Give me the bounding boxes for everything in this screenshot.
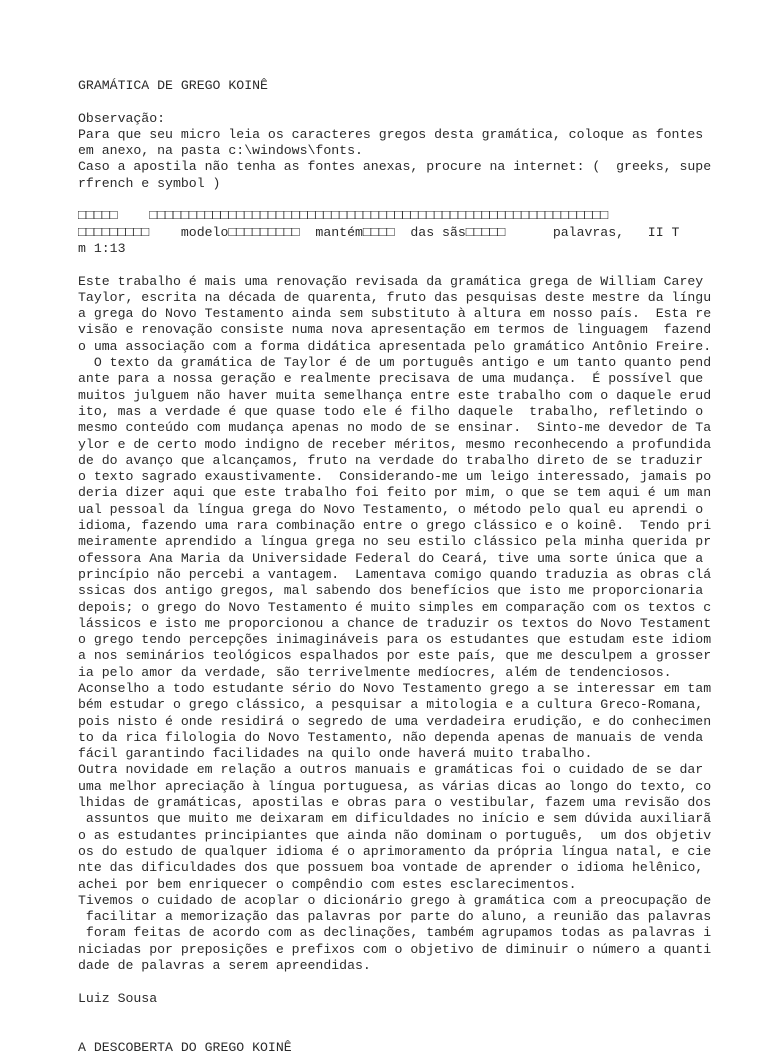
body-line: lhidas de gramáticas, apostilas e obras para o vestibular, fazem uma revisão dos: [78, 795, 712, 811]
body-line: deria dizer aqui que este trabalho foi feito por mim, o que se tem aqui é um man: [78, 485, 712, 501]
body-line: o texto sagrado exaustivamente. Considerando-me um leigo interessado, jamais po: [78, 469, 712, 485]
body-line: facilitar a memorização das palavras por parte do aluno, a reunião das palavras: [78, 909, 712, 925]
body-line: de do avanço que alcançamos, fruto na verdade do trabalho direto de se traduzir: [78, 452, 704, 468]
body-line: lássicos e isto me proporcionou a chance de traduzir os textos do Novo Testament: [78, 615, 712, 631]
body-line: depois; o grego do Novo Testamento é muito simples em comparação com os textos c: [78, 599, 712, 615]
document-text: [78, 78, 758, 1056]
body-line: o as estudantes principiantes que ainda não dominam o português, um dos objetiv: [78, 827, 712, 843]
note-line: em anexo, na pasta c:\windows\fonts.: [78, 143, 363, 159]
epigraph-line: m 1:13: [78, 240, 126, 256]
author-signature: Luiz Sousa: [78, 990, 158, 1006]
body-line: a nos seminários teológicos espalhados por este país, que me desculpem a grosser: [78, 648, 712, 664]
body-line: mesmo conteúdo com mudança apenas no modo de se ensinar. Sinto-me devedor de Ta: [78, 420, 712, 436]
body-line: a grega do Novo Testamento ainda sem substituto à altura em nosso país. Esta re: [78, 306, 712, 322]
body-line: bém estudar o grego clássico, a pesquisar a mitologia e a cultura Greco-Romana,: [78, 697, 704, 713]
note-line: Para que seu micro leia os caracteres gregos desta gramática, coloque as fontes: [78, 126, 704, 142]
spacer: [78, 1023, 758, 1039]
note-label: Observação:: [78, 110, 166, 126]
body-line: O texto da gramática de Taylor é de um português antigo e um tanto quanto pend: [78, 355, 712, 371]
body-line: muitos julguem não haver muita semelhança entre este trabalho com o daquele erud: [78, 387, 712, 403]
body-line: Tivemos o cuidado de acoplar o dicionário grego à gramática com a preocupação de: [78, 892, 712, 908]
note-block: [78, 127, 758, 192]
spacer: [78, 1007, 758, 1023]
body-line: visão e renovação consiste numa nova apresentação em termos de linguagem fazend: [78, 322, 712, 338]
document-title: GRAMÁTICA DE GREGO KOINÊ: [78, 78, 268, 93]
note-line: Caso a apostila não tenha as fontes anexas, procure na internet: ( greeks, supe: [78, 159, 712, 175]
body-line: os do estudo de qualquer idioma é o aprimoramento da própria língua natal, e cie: [78, 843, 712, 859]
body-line: pois nisto é onde residirá o segredo de uma verdadeira erudição, e do conhecimen: [78, 713, 712, 729]
body-line: ito, mas a verdade é que quase todo ele é filho daquele trabalho, refletindo o: [78, 403, 704, 419]
spacer: [78, 974, 758, 990]
epigraph-line: □□□□□□□□□ modelo□□□□□□□□□ mantém□□□□ das sãs□□□□□ palavras, II T: [78, 224, 680, 240]
body-line: nte das dificuldades dos que possuem boa vontade de aprender o idioma helênico,: [78, 860, 704, 876]
body-line: ofessora Ana Maria da Universidade Federal do Ceará, tive uma sorte única que a: [78, 550, 704, 566]
body-line: ia pelo amor da verdade, são terrivelmente medíocres, além de tendenciosos.: [78, 664, 672, 680]
body-line: ssicas dos antigo gregos, mal sabendo dos benefícios que isto me proporcionaria: [78, 583, 704, 599]
spacer: [78, 94, 758, 110]
body-line: foram feitas de acordo com as declinações, também agrupamos todas as palavras i: [78, 925, 712, 941]
body-line: fácil garantindo facilidades na quilo onde haverá muito trabalho.: [78, 746, 593, 762]
body-line: uma melhor apreciação à língua portuguesa, as várias dicas ao longo do texto, co: [78, 778, 712, 794]
body-line: ylor e de certo modo indigno de receber méritos, mesmo reconhecendo a profundida: [78, 436, 712, 452]
body-line: to da rica filologia do Novo Testamento, não dependa apenas de manuais de venda: [78, 729, 704, 745]
body-line: idioma, fazendo uma rara combinação entre o grego clássico e o koinê. Tendo pri: [78, 518, 712, 534]
next-section-title: A DESCOBERTA DO GREGO KOINÊ: [78, 1039, 292, 1055]
note-line: rfrench e symbol ): [78, 175, 221, 191]
body-line: assuntos que muito me deixaram em dificuldades no início e sem dúvida auxiliarã: [78, 811, 712, 827]
body-line: niciadas por preposições e prefixos com o objetivo de diminuir o número a quanti: [78, 941, 712, 957]
body-text: [78, 274, 758, 975]
epigraph: [78, 208, 758, 257]
epigraph-line: □□□□□ □□□□□□□□□□□□□□□□□□□□□□□□□□□□□□□□□□□□□□□□□□□□□□□□□□□□□□□□□□: [78, 208, 609, 224]
spacer: [78, 192, 758, 208]
body-line: Outra novidade em relação a outros manuais e gramáticas foi o cuidado de se dar: [78, 762, 704, 778]
body-line: princípio não percebi a vantagem. Lamentava comigo quando traduzia as obras clá: [78, 566, 712, 582]
body-line: Aconselho a todo estudante sério do Novo Testamento grego a se interessar em tam: [78, 680, 712, 696]
body-line: ual pessoal da língua grega do Novo Testamento, o método pelo qual eu aprendi o: [78, 501, 704, 517]
body-line: o uma associação com a forma didática apresentada pelo gramático Antônio Freire.: [78, 338, 712, 354]
body-line: dade de palavras a serem apreendidas.: [78, 958, 371, 974]
body-line: meiramente aprendido a língua grega no seu estilo clássico pela minha querida pr: [78, 534, 712, 550]
body-line: Este trabalho é mais uma renovação revisada da gramática grega de William Carey: [78, 273, 704, 289]
body-line: Taylor, escrita na década de quarenta, fruto das pesquisas deste mestre da língu: [78, 289, 712, 305]
body-line: ante para a nossa geração e realmente precisava de uma mudança. É possível que: [78, 371, 704, 387]
spacer: [78, 257, 758, 273]
body-line: achei por bem enriquecer o compêndio com estes esclarecimentos.: [78, 876, 577, 892]
body-line: o grego tendo percepções inimagináveis para os estudantes que estudam este idiom: [78, 632, 712, 648]
